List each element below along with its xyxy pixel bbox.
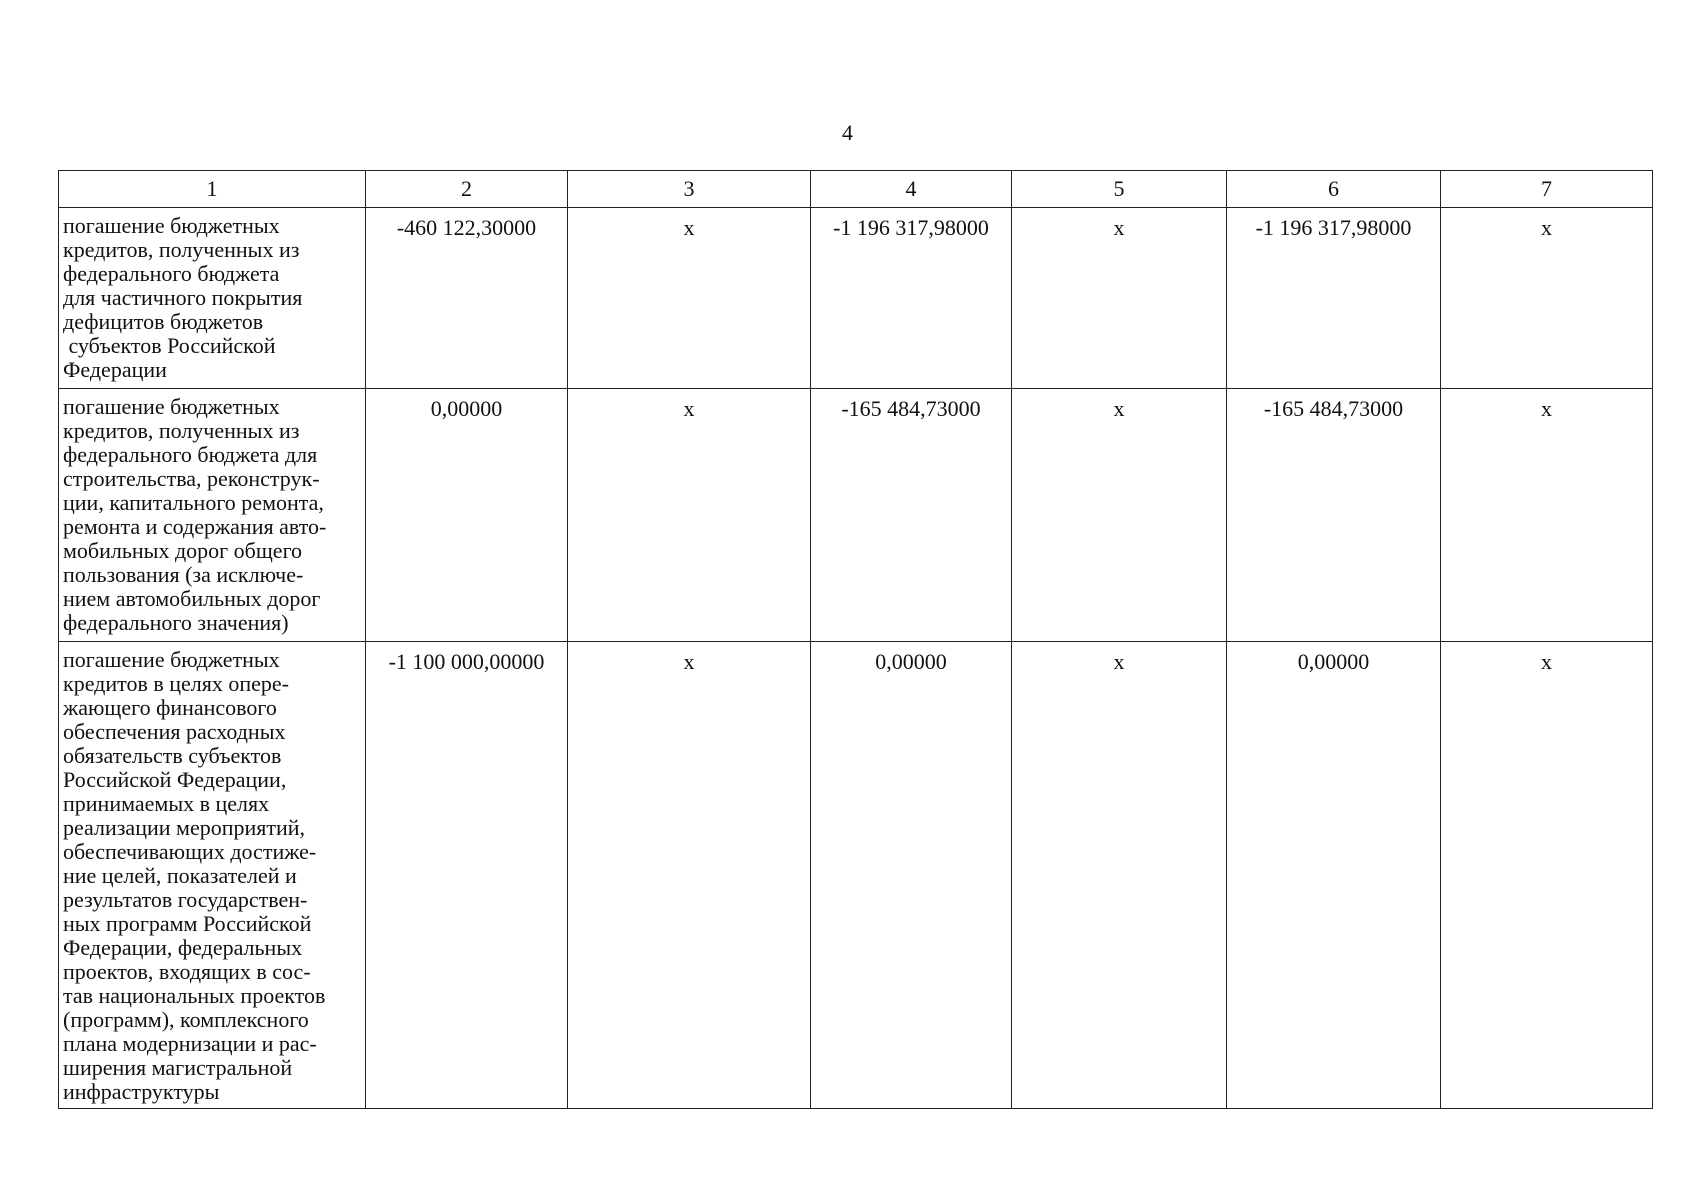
description-line: обеспечивающих достиже- [63,839,317,864]
column-header-2: 2 [366,171,568,208]
description-line: федерального бюджета [63,261,280,286]
column-header-5: 5 [1012,171,1227,208]
description-line: тав национальных проектов [63,983,326,1008]
page-number: 4 [842,120,853,145]
description-line: Федерации [63,357,167,382]
cell-col6: -165 484,73000 [1227,389,1441,642]
cell-col3: x [568,389,811,642]
description-line: мобильных дорог общего [63,538,303,563]
cell-col3: x [568,208,811,389]
cell-col5: x [1012,642,1227,1109]
description-line: кредитов, полученных из [63,237,300,262]
description-line: пользования (за исключе- [63,562,304,587]
description-line: субъектов Российской [63,333,276,358]
description-line: кредитов в целях опере- [63,671,289,696]
cell-col2: 0,00000 [366,389,568,642]
description-line: нием автомобильных дорог [63,586,321,611]
description-line: обеспечения расходных [63,719,286,744]
description-line: (программ), комплексного [63,1007,309,1032]
row-description [59,642,366,1109]
description-line: ции, капитального ремонта, [63,490,324,515]
row-description [59,208,366,389]
description-line: ных программ Российской [63,911,312,936]
description-line: плана модернизации и рас- [63,1031,317,1056]
cell-col7: x [1441,642,1653,1109]
description-line: погашение бюджетных [63,394,280,419]
description-line: инфраструктуры [63,1079,220,1104]
cell-col7: x [1441,208,1653,389]
description-line: погашение бюджетных [63,647,280,672]
row-description [59,389,366,642]
column-header-6: 6 [1227,171,1441,208]
budget-table [58,170,1653,1109]
description-line: строительства, реконструк- [63,466,320,491]
description-line: ширения магистральной [63,1055,293,1080]
table-row [59,642,1653,1109]
description-line: кредитов, полученных из [63,418,300,443]
description-line: принимаемых в целях [63,791,270,816]
table-row [59,208,1653,389]
description-line: жающего финансового [63,695,277,720]
cell-col5: x [1012,389,1227,642]
cell-col4: -1 196 317,98000 [811,208,1012,389]
cell-col6: -1 196 317,98000 [1227,208,1441,389]
cell-col6: 0,00000 [1227,642,1441,1109]
cell-col5: x [1012,208,1227,389]
description-line: федерального бюджета для [63,442,318,467]
description-line: Федерации, федеральных [63,935,303,960]
description-line: обязательств субъектов [63,743,282,768]
description-line: для частичного покрытия [63,285,303,310]
description-line: результатов государствен- [63,887,308,912]
cell-col3: x [568,642,811,1109]
cell-col4: 0,00000 [811,642,1012,1109]
cell-col2: -460 122,30000 [366,208,568,389]
column-header-4: 4 [811,171,1012,208]
table-row [59,389,1653,642]
cell-col2: -1 100 000,00000 [366,642,568,1109]
column-header-3: 3 [568,171,811,208]
column-header-7: 7 [1441,171,1653,208]
description-line: ремонта и содержания авто- [63,514,327,539]
description-line: федерального значения) [63,610,289,635]
table-header-row [59,171,1653,208]
description-line: реализации мероприятий, [63,815,306,840]
cell-col7: x [1441,389,1653,642]
cell-col4: -165 484,73000 [811,389,1012,642]
description-line: дефицитов бюджетов [63,309,264,334]
column-header-1: 1 [59,171,366,208]
description-line: Российской Федерации, [63,767,287,792]
description-line: проектов, входящих в сос- [63,959,311,984]
description-line: погашение бюджетных [63,213,280,238]
description-line: ние целей, показателей и [63,863,297,888]
